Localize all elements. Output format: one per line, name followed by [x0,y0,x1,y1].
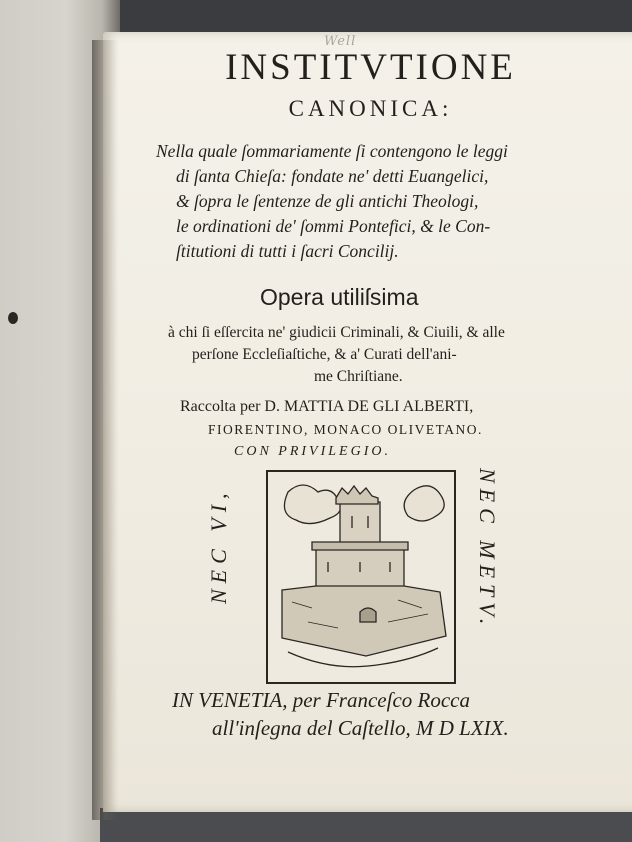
description-line: Nella quale ſommariamente ſi contengono le leggi [156,141,508,161]
book-title: INSTITVTIONE [225,47,516,88]
book-subtitle: CANONICA: [288,96,453,121]
opera-heading: Opera utiliſsima [260,284,419,310]
book-edge-shadow [100,808,632,842]
audience-line: me Chriſtiane. [314,368,403,385]
imprint-line: all'inſegna del Caſtello, M D LXIX. [212,716,509,740]
description-line: le ordinationi de' ſommi Pontefici, & le Con- [176,216,491,236]
printers-device-woodcut [266,470,456,684]
castle-illustration [268,472,454,682]
privilege-line: CON PRIVILEGIO. [234,444,391,459]
author-affiliation: FIORENTINO, MONACO OLIVETANO. [208,422,483,437]
motto-left: NEC VI, [206,487,231,604]
wormhole [8,312,18,324]
audience-line: à chi ſi eſſercita ne' giudicii Criminali, & Ciuili, & alle [168,324,505,341]
audience-line: perſone Eccleſiaſtiche, & a' Curati dell'ani- [192,346,457,363]
description-line: di ſanta Chieſa: fondate ne' detti Euangelici, [176,166,489,186]
description-line: & ſopra le ſentenze de gli antichi Theologi, [176,191,479,211]
motto-right: NEC METV. [475,468,500,631]
page-gutter [92,40,118,820]
author-line: Raccolta per D. MATTIA DE GLI ALBERTI, [180,398,474,415]
imprint-line: IN VENETIA, per Franceſco Rocca [172,688,470,712]
description-line: ſtitutioni di tutti i ſacri Concilij. [176,241,399,261]
handwritten-note: Well [324,34,357,49]
